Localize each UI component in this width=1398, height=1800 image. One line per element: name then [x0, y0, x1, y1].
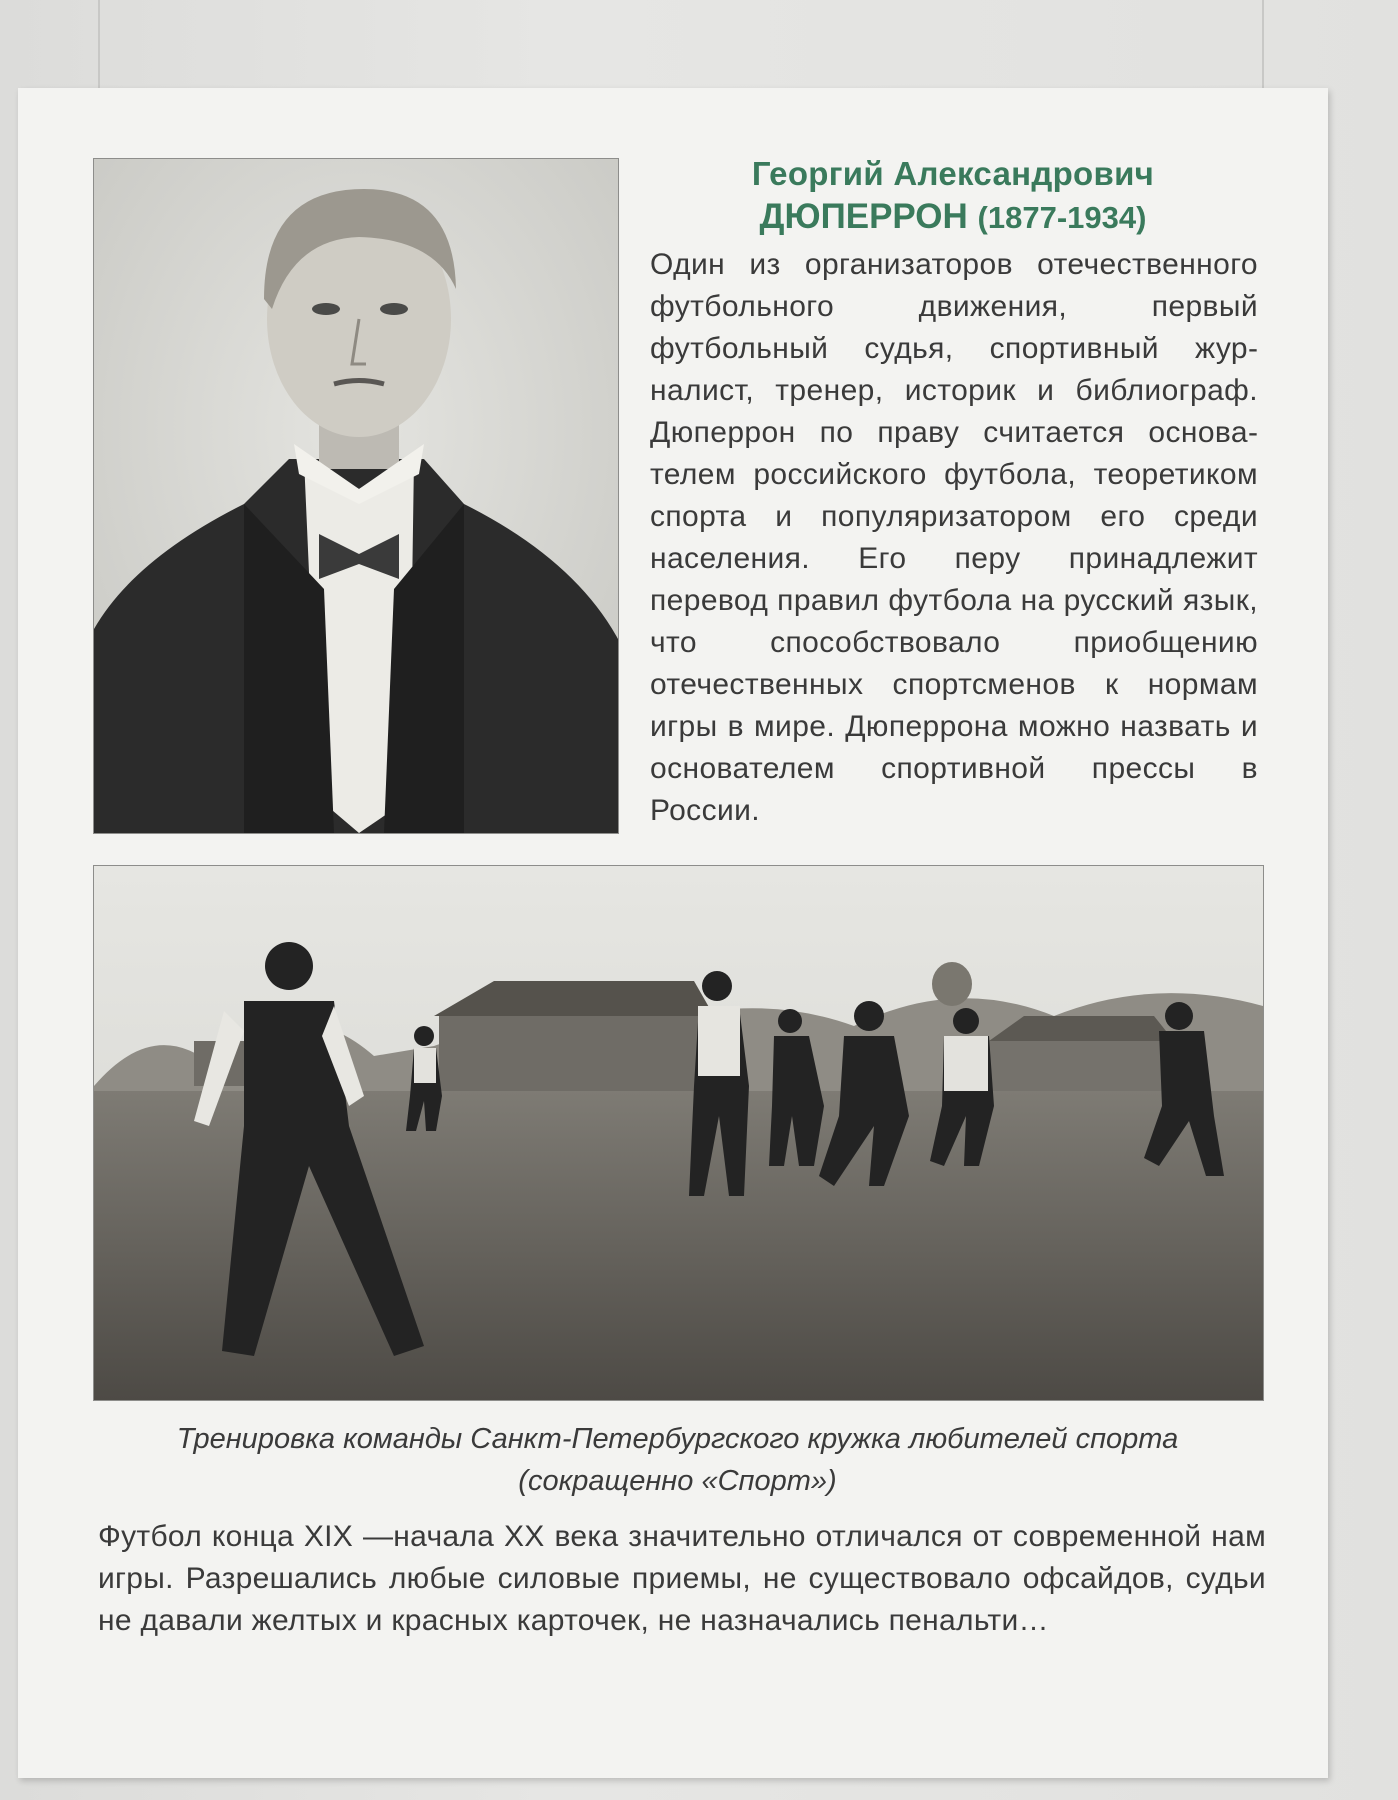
person-surname: ДЮПЕРРОН — [759, 197, 968, 236]
football-training-photo — [93, 865, 1264, 1401]
biography-text: Один из организаторов отечественного футбольного движения, первый футбольный судья, спортивный журналист, тренер, историк и библиограф. Дюперрон по праву считается основателем российского футбола, теоретиком спорта и популяризатором его среди населения. Его перу принадлежит перевод правил футбола на русский язык, что способствовало приобщению отечественных спортсменов к нормам игры в мире. Дюперрона можно назвать и основателем спортивной прессы в России. — [650, 248, 1258, 827]
photo-caption — [93, 1418, 1262, 1502]
history-note: Футбол конца XIX —начала XX века значительно отличался от современной нам игры. Разрешались любые силовые приемы, не существовало офсайдов, судьи не давали желтых и красных карточек, не назначались пенальти… — [98, 1520, 1266, 1637]
photo-caption-line1: Тренировка команды Санкт-Петербургского кружка любителей спорта — [176, 1423, 1179, 1455]
person-surname-years — [648, 197, 1258, 237]
photo-caption-line2: (сокращенно «Спорт») — [518, 1465, 837, 1497]
portrait-photo — [93, 158, 619, 834]
person-name: Георгий Александрович — [751, 155, 1155, 192]
life-years: (1877-1934) — [977, 200, 1147, 235]
